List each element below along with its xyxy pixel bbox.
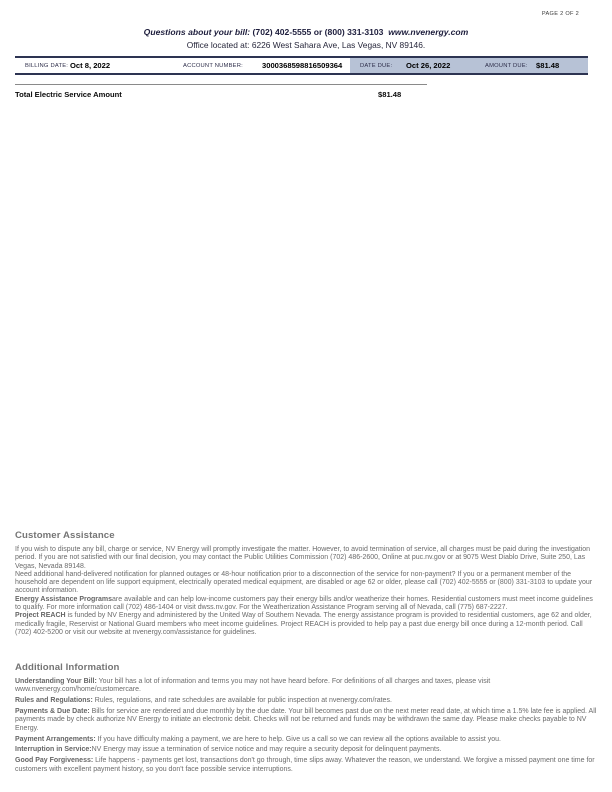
paragraph: Rules and Regulations: Rules, regulations, and rate schedules are available for public inspection at nvenergy.com/rates.	[15, 697, 392, 705]
paragraph-bold-label: Payment Arrangements:	[15, 735, 96, 743]
customer-assistance-paragraphs	[15, 546, 597, 637]
paragraph: Payment Arrangements: If you have difficulty making a payment, we are here to help. Give us a call so we can review all the options available to assist you.	[15, 735, 501, 743]
additional-information-title: Additional Information	[15, 662, 120, 673]
paragraph-bold-label: Interruption in Service:	[15, 746, 92, 754]
website-link[interactable]: www.nvenergy.com	[388, 27, 469, 37]
paragraph-bold-label: Understanding Your Bill:	[15, 678, 97, 685]
questions-label: Questions about your bill:	[143, 27, 251, 37]
account-number-label: ACCOUNT NUMBER:	[183, 63, 243, 69]
office-address: Office located at: 6226 West Sahara Ave, Las Vegas, NV 89146.	[186, 40, 426, 50]
billing-info-bar	[15, 56, 588, 75]
total-electric-service-amount: $81.48	[378, 90, 402, 99]
date-due-value: Oct 26, 2022	[406, 61, 451, 70]
contact-header	[0, 27, 612, 37]
paragraph-bold-label: Rules and Regulations:	[15, 697, 93, 705]
paragraph: If you wish to dispute any bill, charge or service, NV Energy will promptly investigate the matter. However, to avoid termination of service, all charges must be paid during the investigation period. If you are not satisfied with our final decision, you may contact the Public Utilities Commission (702) 486-2600, Online at puc.nv.gov or at 9075 West Diablo Drive, Suite 250, Las Vegas, Nevada 89148.	[15, 546, 591, 570]
total-electric-service-label: Total Electric Service Amount	[15, 90, 122, 99]
account-number-value: 3000368598816509364	[262, 61, 343, 70]
paragraph-bold-label: Project REACH	[15, 612, 66, 620]
paragraph: Energy Assistance Programsare available and can help low-income customers pay their energy bills and/or weatherize their homes. Residential customers must meet income guidelines to qualify. For more information call (702) 486-1404 or visit dwss.nv.gov. For the Weatherization Assistance Program serving all of Nevada, call (775) 687-2227.	[15, 595, 593, 612]
paragraph-bold-label: Good Pay Forgiveness:	[15, 757, 94, 765]
paragraph: Payments & Due Date: Bills for service are rendered and due monthly by the due date. Your bill becomes past due on the next meter read date, at which time a 1.5% late fee is applied. All payments made by check authorize NV Energy to initiate an electronic debit. Checks will not be returned and funds may be withdrawn the same day. Please make checks payable to NV Energy.	[15, 708, 597, 732]
paragraph: Need additional hand-delivered notification for planned outages or 48-hour notification prior to a disconnection of the service for non-payment? If you or a permanent member of the household are dependent on life support equipment, electrically operated medical equipment, are disabled or age 62 or older, please call (702) 402-5555 or (800) 331-3103 to update your account information.	[15, 570, 593, 595]
customer-assistance-title: Customer Assistance	[15, 530, 115, 541]
amount-due-value: $81.48	[536, 61, 560, 70]
customer-assistance-section	[15, 530, 597, 637]
page-indicator: PAGE 2 OF 2	[541, 11, 579, 17]
additional-information-section	[15, 662, 597, 774]
paragraph: Good Pay Forgiveness: Life happens - payments get lost, transactions don't go through, time slips away. Whatever the reason, we understand. We forgive a missed payment one time for customers with excellent payment history, so you don't face possible service interruptions.	[15, 757, 595, 773]
paragraph: Project REACH is funded by NV Energy and administered by the United Way of Southern Nevada. The energy assistance program is provided to residential customers, age 62 and older, medically fragile, Reservist or National Guard members who meet income guidelines. Project REACH is provided to help pay a past due energy bill once during a 12-month period. Call (702) 402-5200 or visit our website at nvenergy.com/assistance for guidelines.	[15, 612, 592, 636]
billing-date-label: BILLING DATE:	[25, 63, 69, 69]
paragraph-bold-label: Payments & Due Date:	[15, 708, 90, 716]
paragraph: Understanding Your Bill: Your bill has a lot of information and terms you may not have heard before. For definitions of all charges and taxes, please visit www.nvenergy.com/home/customercare.	[15, 678, 491, 694]
paragraph-bold-label: Energy Assistance Programs	[15, 595, 113, 603]
amount-due-label: AMOUNT DUE:	[485, 63, 528, 69]
billing-date-value: Oct 8, 2022	[70, 61, 111, 70]
contact-phone-numbers: (702) 402-5555 or (800) 331-3103	[252, 27, 384, 37]
date-due-label: DATE DUE:	[360, 63, 393, 69]
paragraph: Interruption in Service:NV Energy may issue a termination of service notice and may require a security deposit for delinquent payments.	[15, 746, 442, 754]
additional-information-paragraphs	[15, 678, 597, 774]
summary-divider	[15, 84, 427, 85]
